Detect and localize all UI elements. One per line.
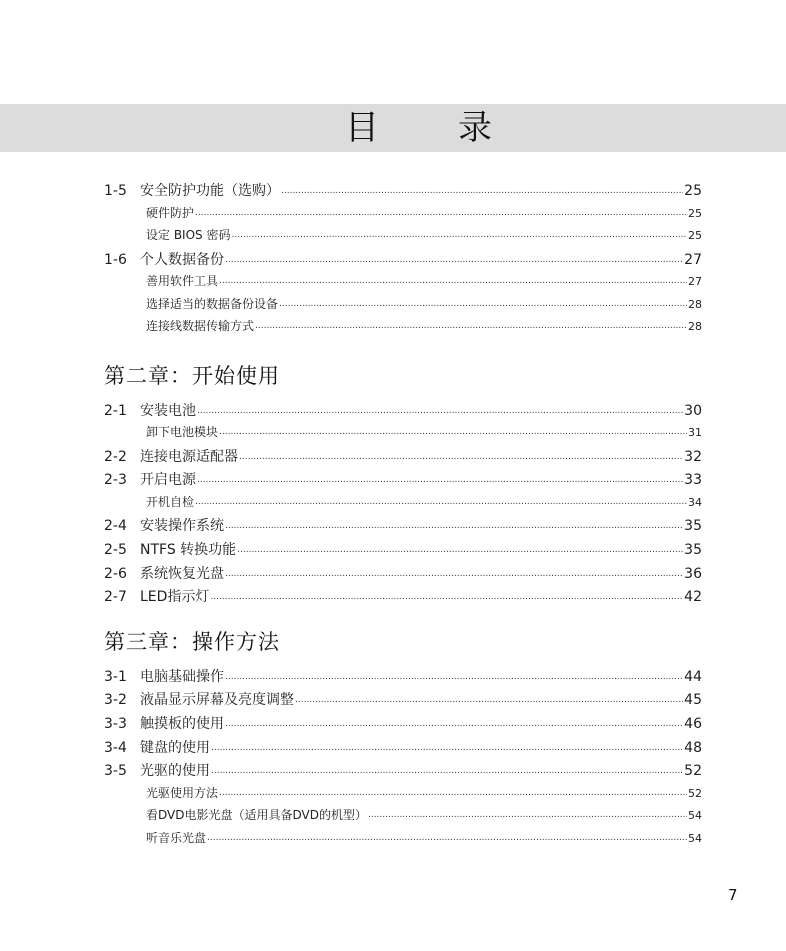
dot-leader [225,715,683,729]
entry-page-number: 34 [688,495,702,509]
dot-leader [225,565,683,579]
toc-entry[interactable] [104,249,702,273]
entry-page-number: 25 [688,206,702,220]
entry-title: 电脑基础操作 [140,668,224,685]
dot-leader [207,831,687,843]
table-of-contents [104,180,702,851]
dot-leader [225,668,683,682]
dot-leader [210,588,683,602]
entry-page-number: 46 [684,716,702,733]
dot-leader [211,739,683,753]
toc-subentry[interactable] [104,493,702,516]
entry-title: NTFS 转换功能 [140,542,237,559]
toc-entry[interactable] [104,737,702,761]
entry-number: 1-6 [104,251,127,268]
entry-number: 3-4 [104,739,127,756]
entry-number: 2-6 [104,565,127,582]
dot-leader [239,448,683,462]
dot-leader [219,274,687,286]
entry-title: 连接电源适配器 [140,448,238,465]
entry-page-number: 42 [684,589,702,606]
toc-subentry[interactable] [104,226,702,249]
entry-title: 连接线数据传输方式 [146,319,255,334]
title-char-2: 录 [458,108,492,148]
entry-page-number: 28 [688,320,702,334]
entry-title: 系统恢复光盘 [140,565,224,582]
dot-leader [255,319,687,331]
entry-title: 开机自检 [146,494,195,509]
entry-page-number: 44 [684,668,702,685]
toc-entry[interactable] [104,760,702,784]
entry-title: 卸下电池模块 [146,425,219,440]
entry-title: 选择适当的数据备份设备 [146,296,279,311]
entry-title: 安装电池 [140,402,196,419]
entry-page-number: 27 [688,275,702,289]
toc-entry[interactable] [104,515,702,539]
entry-title: 善用软件工具 [146,274,219,289]
toc-subentry[interactable] [104,317,702,340]
toc-subentry[interactable] [104,784,702,807]
dot-leader [368,808,687,820]
dot-leader [219,786,687,798]
entry-number: 3-1 [104,668,127,685]
entry-page-number: 48 [684,739,702,756]
title-char-1: 目 [345,108,379,148]
entry-page-number: 52 [688,786,702,800]
entry-title: 个人数据备份 [140,251,224,268]
dot-leader [197,471,683,485]
entry-page-number: 52 [684,763,702,780]
toc-entry[interactable] [104,469,702,493]
dot-leader [195,495,687,507]
toc-entry[interactable] [104,539,702,563]
toc-entry[interactable] [104,563,702,587]
toc-entry[interactable] [104,586,702,610]
toc-entry[interactable] [104,446,702,470]
entry-page-number: 36 [684,565,702,582]
entry-page-number: 35 [684,518,702,535]
entry-number: 2-2 [104,448,127,465]
entry-title: 安装操作系统 [140,518,224,535]
dot-leader [281,182,683,196]
entry-number: 2-3 [104,472,127,489]
toc-subentry[interactable] [104,272,702,295]
toc-entry[interactable] [104,713,702,737]
dot-leader [197,402,683,416]
entry-number: 3-5 [104,763,127,780]
toc-entry[interactable] [104,180,702,204]
entry-page-number: 32 [684,448,702,465]
entry-number: 2-7 [104,589,127,606]
toc-subentry[interactable] [104,204,702,227]
entry-title: 键盘的使用 [140,739,210,756]
entry-number: 2-1 [104,402,127,419]
entry-title: LED指示灯 [140,589,210,606]
entry-title: 液晶显示屏幕及亮度调整 [140,692,294,709]
entry-page-number: 25 [684,183,702,199]
toc-entry[interactable] [104,689,702,713]
entry-title: 光驱的使用 [140,763,210,780]
toc-subentry[interactable] [104,829,702,852]
toc-entry[interactable] [104,666,702,690]
entry-number: 2-4 [104,518,127,535]
dot-leader [225,251,683,265]
dot-leader [279,297,687,309]
entry-number: 3-3 [104,716,127,733]
entry-page-number: 27 [684,251,702,268]
dot-leader [195,206,687,218]
entry-page-number: 45 [684,692,702,709]
toc-subentry[interactable] [104,295,702,318]
entry-title: 开启电源 [140,472,196,489]
entry-page-number: 35 [684,542,702,559]
dot-leader [295,691,683,705]
chapter-heading: 第三章：操作方法 [104,629,280,654]
entry-page-number: 25 [688,229,702,243]
entry-page-number: 28 [688,297,702,311]
entry-page-number: 54 [688,809,702,823]
entry-number: 2-5 [104,542,127,559]
entry-number: 1-5 [104,183,127,199]
entry-number: 3-2 [104,692,127,709]
dot-leader [237,541,683,555]
toc-entry[interactable] [104,400,702,424]
dot-leader [231,228,687,240]
entry-title: 安全防护功能（选购） [140,183,280,199]
entry-title: 触摸板的使用 [140,716,224,733]
entry-title: 看DVD电影光盘（适用具备DVD的机型） [146,808,367,823]
entry-title: 听音乐光盘 [146,830,207,845]
chapter-heading: 第二章：开始使用 [104,363,280,388]
page-number: 7 [728,886,738,904]
toc-subentry[interactable] [104,806,702,829]
title-band [0,104,786,152]
dot-leader [211,762,683,776]
entry-page-number: 30 [684,402,702,419]
toc-subentry[interactable] [104,423,702,446]
entry-title: 设定 BIOS 密码 [146,228,231,243]
dot-leader [225,517,683,531]
entry-page-number: 54 [688,831,702,845]
entry-page-number: 33 [684,472,702,489]
entry-title: 光驱使用方法 [146,785,219,800]
dot-leader [219,425,687,437]
entry-title: 硬件防护 [146,205,195,220]
entry-page-number: 31 [688,426,702,440]
